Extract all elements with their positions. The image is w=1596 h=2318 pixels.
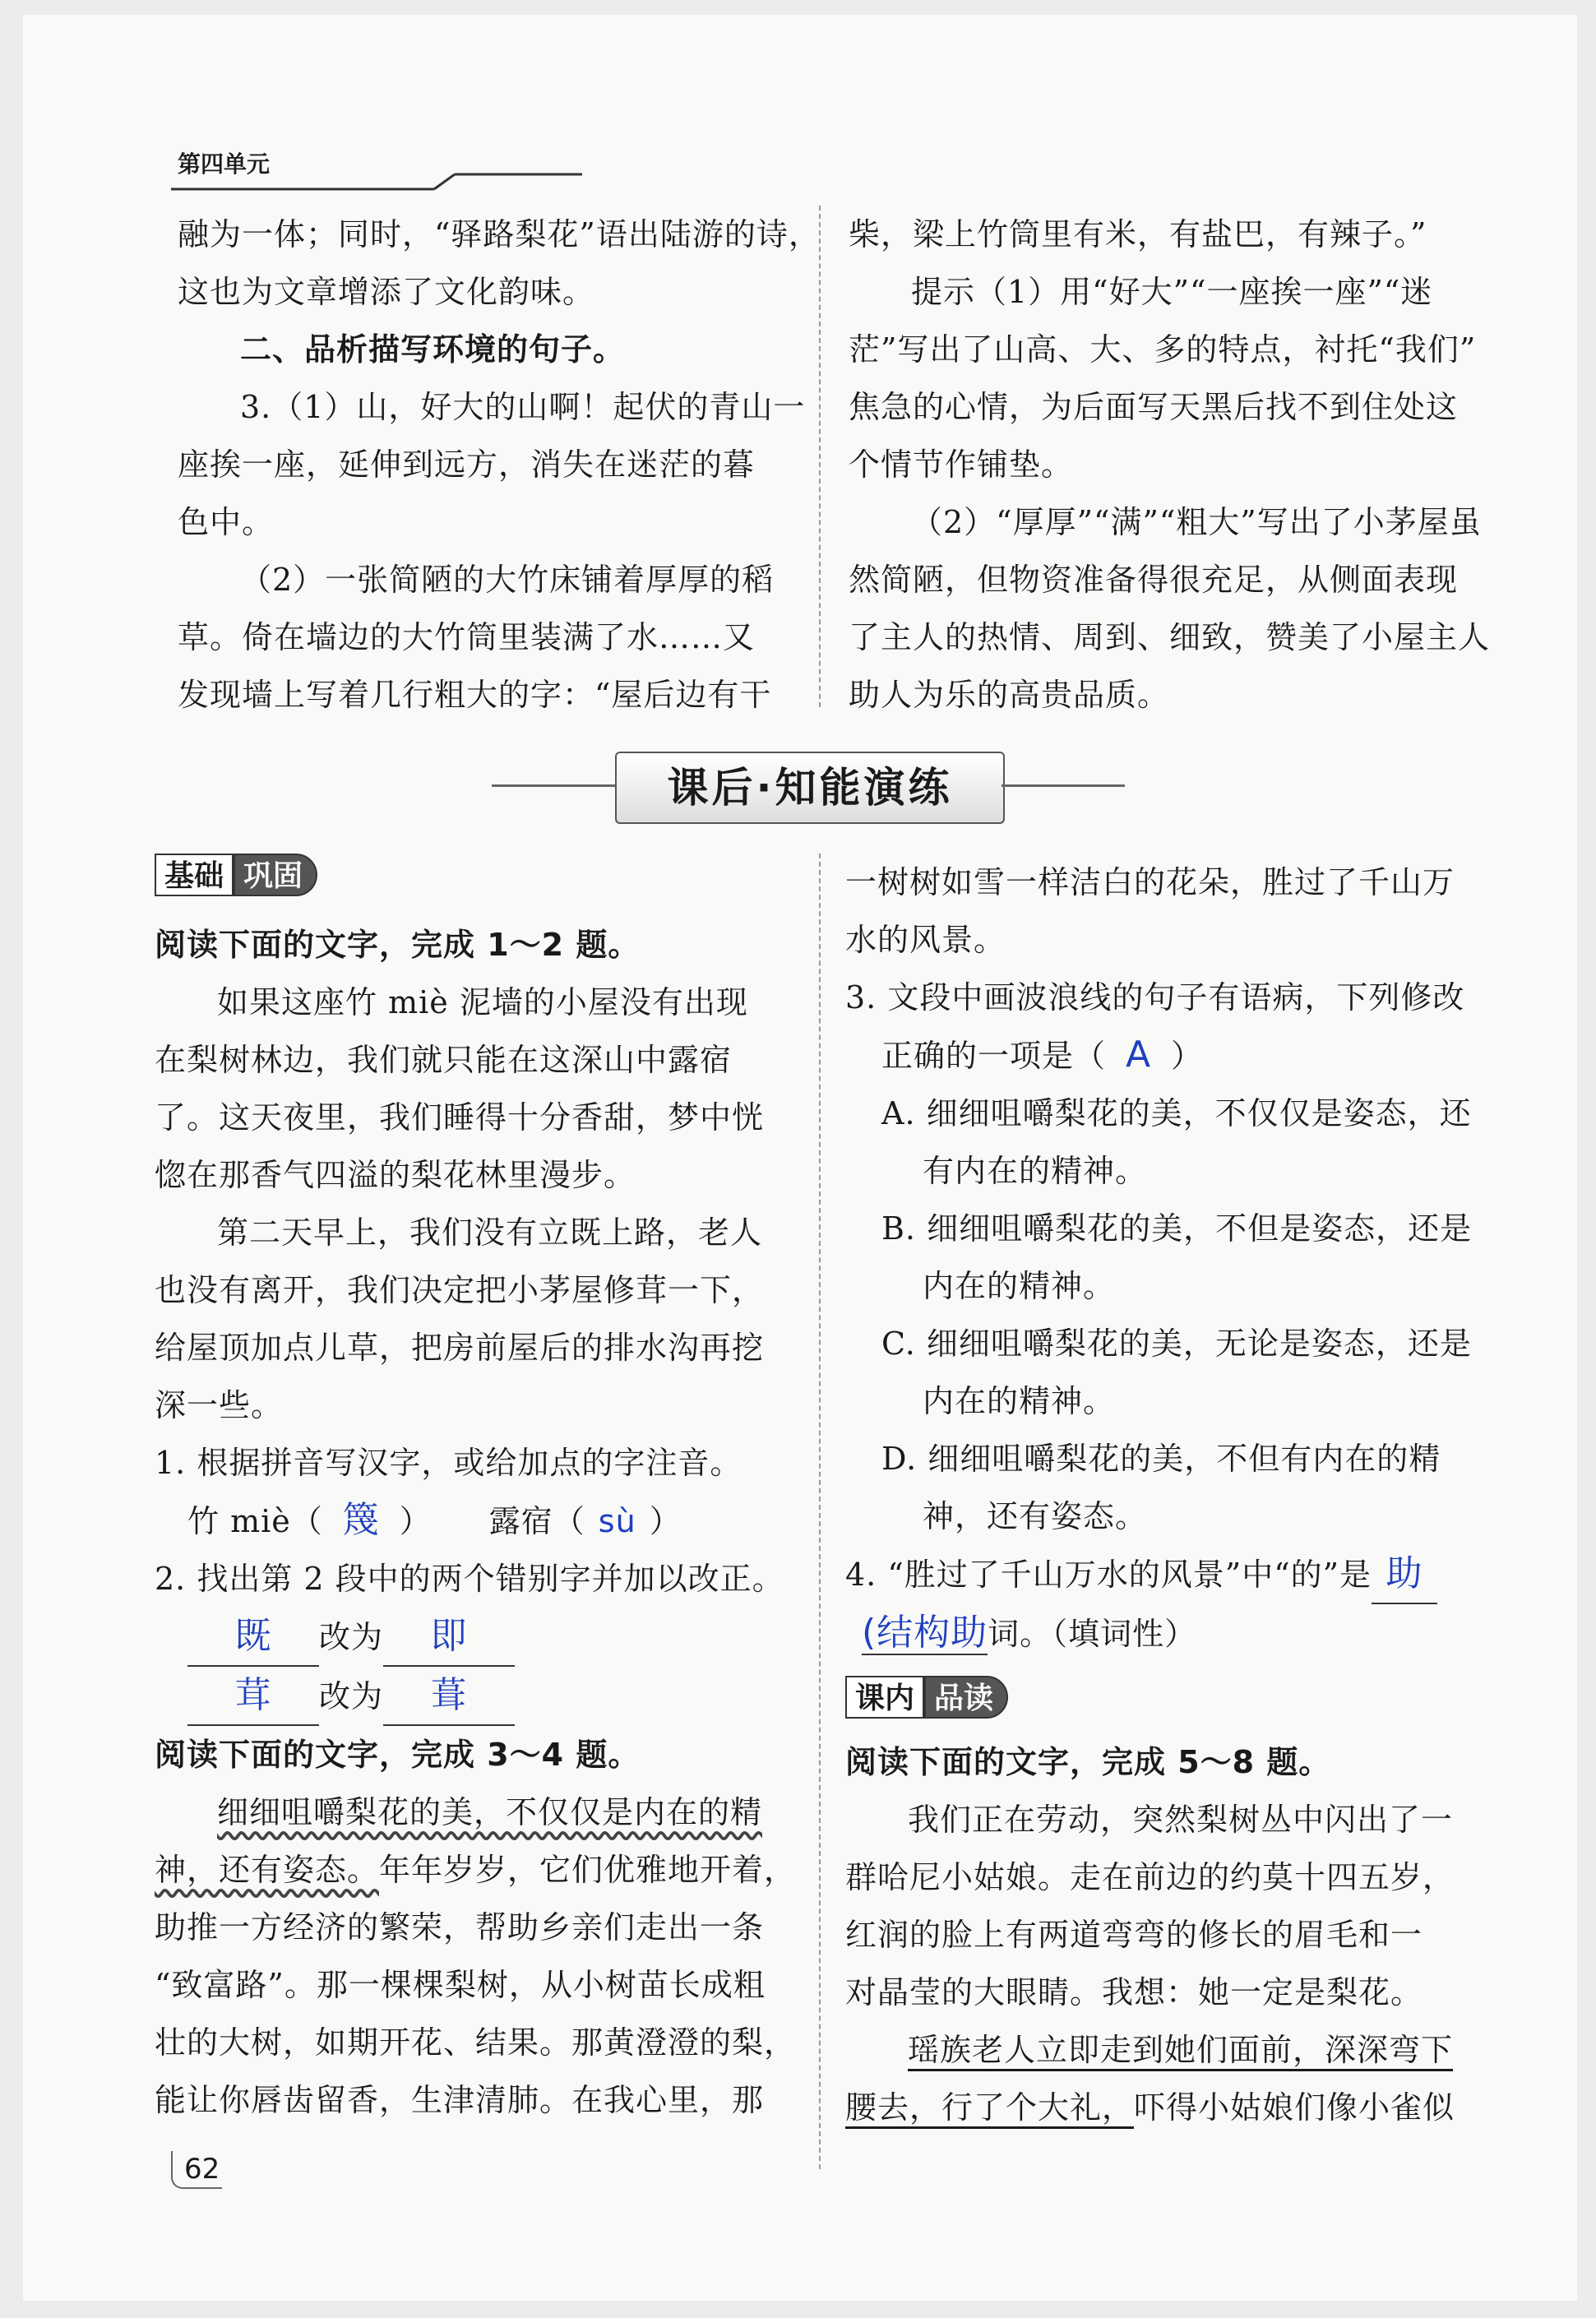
hint-line: 提示（1）用“好大”“一座挨一座”“迷 (911, 274, 1433, 310)
text-line (845, 2021, 1487, 2079)
unit-label: 第四单元 (178, 150, 271, 178)
basic-consolidation-tag (155, 854, 317, 896)
reading-intro: 阅读下面的文字，完成 3～4 题。 (155, 1737, 641, 1773)
q1b-label: 露宿（ (488, 1503, 585, 1539)
q1a-answer[interactable]: 篾 (342, 1499, 380, 1541)
question-2: 2. 找出第 2 段中的两个错别字并加以改正。 (155, 1561, 784, 1597)
q1b-close: ） (649, 1503, 682, 1539)
text-line: 我们正在劳动，突然梨树丛中闪出了一 (908, 1802, 1454, 1838)
text-line: 对晶莹的大眼睛。我想：她一定是梨花。 (845, 1974, 1423, 2010)
underlined-sentence: 瑶族老人立即走到她们面前，深深弯下 (908, 2032, 1454, 2068)
text-line: （2）一张简陋的大竹床铺着厚厚的稻 (240, 562, 775, 598)
text-line: 3.（1）山，好大的山啊！起伏的青山一 (240, 389, 806, 425)
question-3: 3. 文段中画波浪线的句子有语病，下列修改 (845, 979, 1465, 1016)
change-to: 改为 (319, 1678, 384, 1714)
in-class-reading-tag (845, 1676, 1008, 1719)
column-divider (819, 854, 821, 2169)
tag-part-b: 品读 (924, 1676, 1008, 1719)
option-a[interactable]: A. 细细咀嚼梨花的美，不仅仅是姿态，还 (881, 1095, 1472, 1131)
text-line: 个情节作铺垫。 (849, 446, 1074, 483)
title-rule-right (1002, 784, 1125, 787)
question-1: 1. 根据拼音写汉字，或给加点的字注音。 (155, 1445, 742, 1481)
text-line: 群哈尼小姑娘。走在前边的约莫十四五岁， (845, 1859, 1455, 1895)
option-d[interactable]: D. 细细咀嚼梨花的美，不但有内在的精 (881, 1441, 1441, 1477)
text-line: 一树树如雪一样洁白的花朵，胜过了千山万 (845, 864, 1455, 900)
text-line (155, 1784, 804, 1841)
text-span: 年年岁岁，它们优雅地开着， (379, 1852, 797, 1888)
text-line: 红润的脸上有两道弯弯的修长的眉毛和一 (845, 1917, 1423, 1953)
text-line: 深一些。 (155, 1387, 284, 1423)
section-title: 课后·知能演练 (615, 752, 1005, 824)
q3-answer[interactable]: A (1126, 1034, 1152, 1076)
top-left-column (178, 206, 821, 724)
option-d-cont: 神，还有姿态。 (923, 1498, 1148, 1534)
wrong-char[interactable]: 既 (187, 1608, 319, 1667)
text-line: 这也为文章增添了文化韵味。 (178, 274, 595, 310)
text-line: “致富路”。那一棵棵梨树，从小树苗长成粗 (155, 1967, 766, 2003)
question-2-row (155, 1667, 804, 1726)
question-4 (845, 1545, 1487, 1604)
q4-text: 4. “胜过了千山万水的风景”中“的”是 (845, 1557, 1372, 1593)
text-line: 如果这座竹 miè 泥墙的小屋没有出现 (217, 984, 748, 1020)
text-span: 吓得小姑娘们像小雀似 (1134, 2089, 1455, 2126)
page-number: 62 (184, 2153, 220, 2186)
text-line: （2）“厚厚”“满”“粗大”写出了小茅屋虽 (911, 504, 1482, 540)
wrong-char[interactable]: 茸 (187, 1667, 319, 1726)
right-char[interactable]: 葺 (383, 1667, 515, 1726)
q4-answer-b[interactable]: (结构助 (862, 1612, 988, 1654)
question-2-row (155, 1608, 804, 1667)
text-line: 融为一体；同时，“驿路梨花”语出陆游的诗， (178, 216, 821, 252)
reading-intro: 阅读下面的文字，完成 1～2 题。 (155, 927, 641, 963)
question-4-cont (845, 1604, 1487, 1663)
section-heading: 二、品析描写环境的句子。 (240, 331, 626, 368)
lower-right-column (845, 854, 1487, 1663)
text-line: 也没有离开，我们决定把小茅屋修茸一下， (155, 1272, 765, 1308)
q1a-label: 竹 miè（ (187, 1503, 323, 1539)
question-3-stem (845, 1026, 1487, 1085)
reading-intro: 阅读下面的文字，完成 5～8 题。 (845, 1744, 1331, 1780)
question-1-answers (155, 1492, 804, 1550)
option-c-cont: 内在的精神。 (923, 1383, 1116, 1419)
text-line: 了。这天夜里，我们睡得十分香甜，梦中恍 (155, 1099, 765, 1136)
q3-close: ） (1171, 1038, 1204, 1074)
q4-answer-a[interactable]: 助 (1372, 1545, 1437, 1604)
text-line: 惚在那香气四溢的梨花林里漫步。 (155, 1157, 636, 1193)
lower-left-column (155, 916, 804, 2129)
text-line: 在梨树林边，我们就只能在这深山中露宿 (155, 1042, 733, 1078)
option-c[interactable]: C. 细细咀嚼梨花的美，无论是姿态，还是 (881, 1326, 1472, 1362)
option-b[interactable]: B. 细细咀嚼梨花的美，不但是姿态，还是 (881, 1210, 1473, 1247)
title-rule-left (492, 784, 615, 787)
text-line: 座挨一座，延伸到远方，消失在迷茫的暮 (178, 446, 756, 483)
text-line: 草。倚在墙边的大竹筒里装满了水……又 (178, 619, 756, 655)
text-line: 了主人的热情、周到、细致，赞美了小屋主人 (849, 619, 1491, 655)
text-line: 茫”写出了山高、大、多的特点，衬托“我们” (849, 331, 1477, 368)
text-line: 焦急的心情，为后面写天黑后找不到住处这 (849, 389, 1459, 425)
text-line: 能让你唇齿留香，生津清肺。在我心里，那 (155, 2082, 765, 2118)
tag-part-a: 基础 (155, 854, 234, 896)
page (23, 15, 1577, 2301)
text-line: 然简陋，但物资准备得很充足，从侧面表现 (849, 562, 1459, 598)
header-rule (171, 171, 590, 196)
lower-right-passage (845, 1733, 1487, 2136)
text-line (845, 2079, 1487, 2136)
tag-part-a: 课内 (845, 1676, 924, 1719)
text-line: 柴，梁上竹筒里有米，有盐巴，有辣子。” (849, 216, 1427, 252)
wavy-sentence: 细细咀嚼梨花的美，不仅仅是内在的精 (217, 1794, 763, 1830)
change-to: 改为 (319, 1619, 384, 1655)
q4-tail: 词。（填词性） (988, 1616, 1197, 1652)
text-line: 色中。 (178, 504, 275, 540)
wavy-sentence: 神，还有姿态。 (155, 1852, 380, 1888)
tag-part-b: 巩固 (234, 854, 317, 896)
q3-text: 正确的一项是（ (881, 1038, 1107, 1074)
text-line: 给屋顶加点儿草，把房前屋后的排水沟再挖 (155, 1330, 765, 1366)
q1a-close: ） (399, 1503, 432, 1539)
q1b-answer[interactable]: sù (598, 1503, 636, 1539)
option-a-cont: 有内在的精神。 (923, 1153, 1148, 1189)
text-line: 助人为乐的高贵品质。 (849, 677, 1170, 713)
text-line: 水的风景。 (845, 922, 1006, 958)
top-right-column (849, 206, 1491, 724)
option-b-cont: 内在的精神。 (923, 1268, 1116, 1304)
text-line: 第二天早上，我们没有立既上路，老人 (217, 1215, 763, 1251)
text-line (155, 1841, 804, 1899)
underlined-sentence: 腰去，行了个大礼， (845, 2089, 1135, 2126)
right-char[interactable]: 即 (383, 1608, 515, 1667)
text-line: 助推一方经济的繁荣，帮助乡亲们走出一条 (155, 1909, 765, 1946)
column-divider (819, 206, 821, 707)
text-line: 壮的大树，如期开花、结果。那黄澄澄的梨， (155, 2024, 797, 2061)
text-line: 发现墙上写着几行粗大的字：“屋后边有干 (178, 677, 772, 713)
